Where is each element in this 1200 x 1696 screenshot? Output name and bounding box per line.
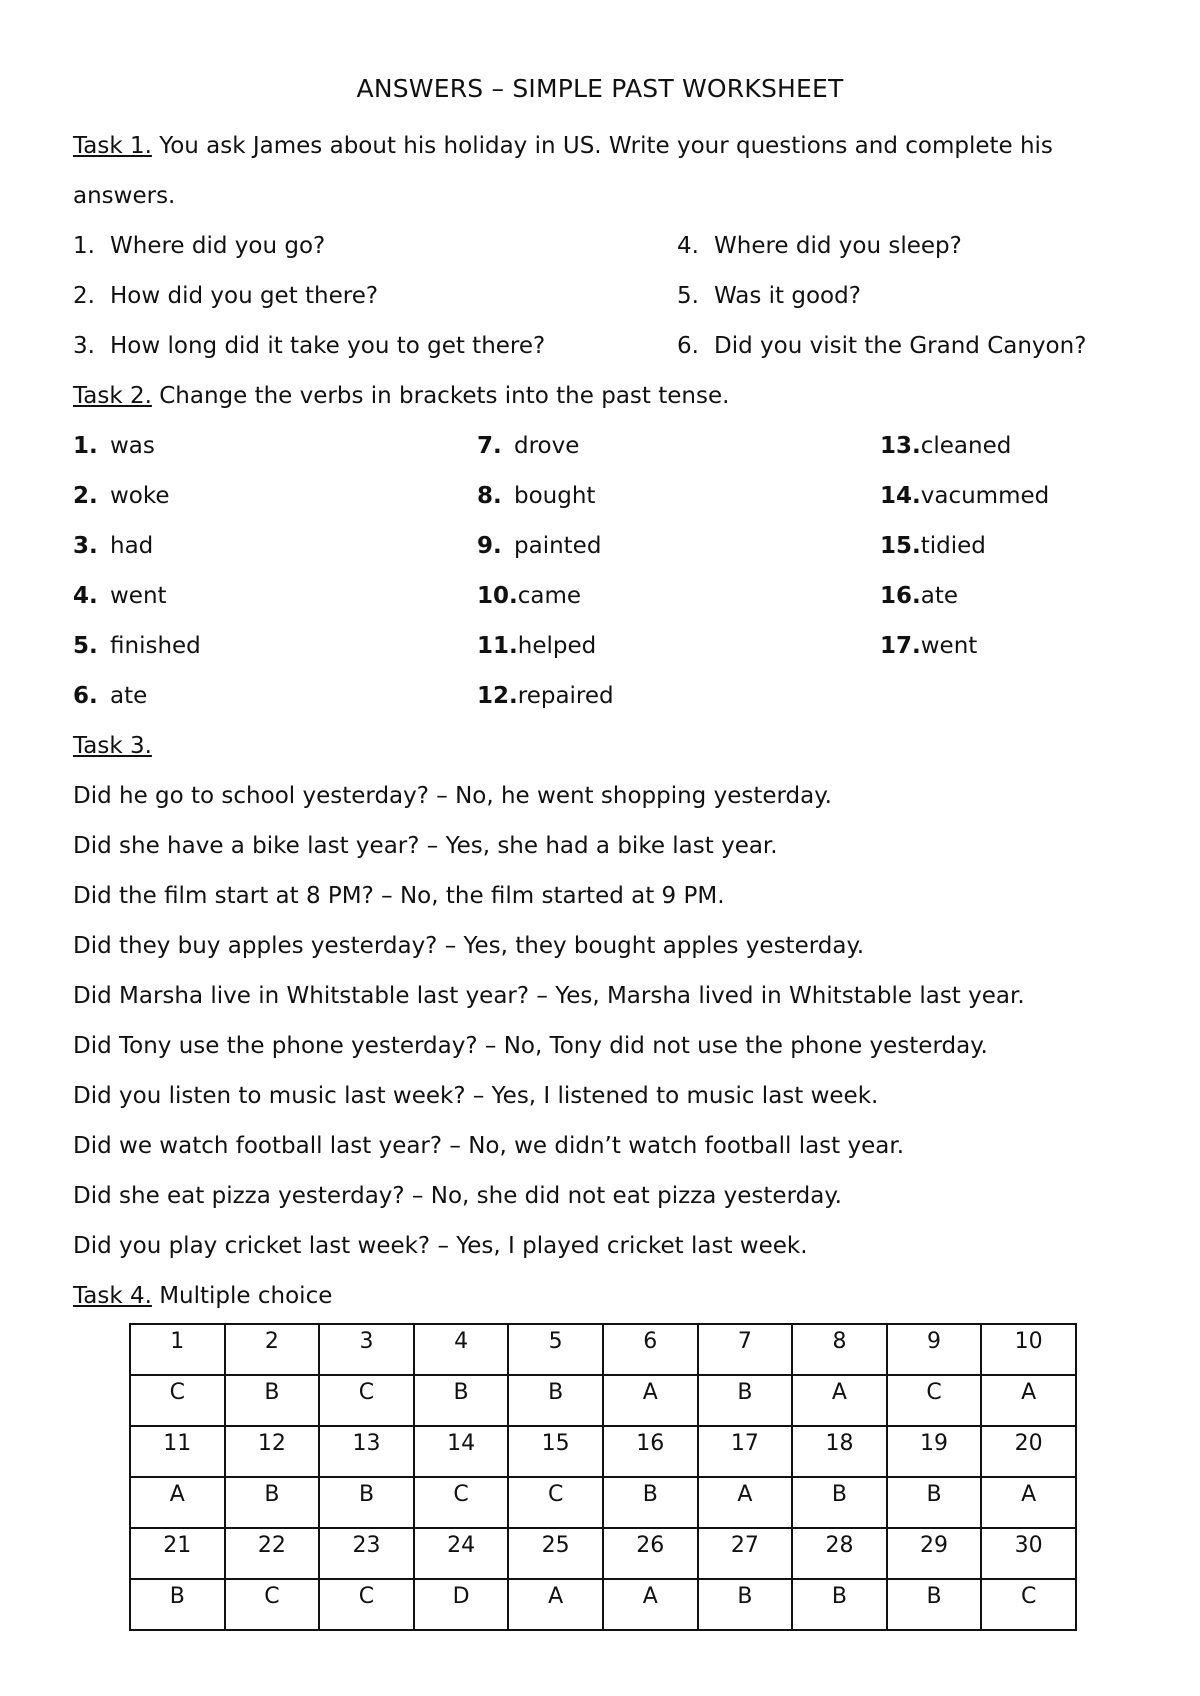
task3-line: Did you play cricket last week? – Yes, I played cricket last week. bbox=[73, 1233, 808, 1259]
answer-cell: A bbox=[981, 1477, 1076, 1528]
task2-answer: 7. drove bbox=[477, 433, 580, 459]
task2-answer: 13.cleaned bbox=[880, 433, 1012, 459]
task3-line: Did they buy apples yesterday? – Yes, they bought apples yesterday. bbox=[73, 933, 865, 959]
task2-answer: 6. ate bbox=[73, 683, 148, 709]
task3-line: Did Marsha live in Whitstable last year? – Yes, Marsha lived in Whitstable last year. bbox=[73, 983, 1025, 1009]
question-number-cell: 18 bbox=[792, 1426, 887, 1477]
question-number-cell: 5 bbox=[508, 1324, 603, 1375]
task3-line: Did we watch football last year? – No, we didn’t watch football last year. bbox=[73, 1133, 905, 1159]
task2-answer: 8. bought bbox=[477, 483, 596, 509]
answer-cell: B bbox=[225, 1477, 320, 1528]
task2-answer: 11.helped bbox=[477, 633, 597, 659]
answer-cell: D bbox=[414, 1579, 509, 1630]
task1-instruction-line1: You ask James about his holiday in US. Write your questions and complete his bbox=[151, 133, 1053, 159]
table-row bbox=[130, 1528, 1076, 1579]
answer-cell: B bbox=[792, 1579, 887, 1630]
answer-cell: C bbox=[414, 1477, 509, 1528]
answer-cell: B bbox=[887, 1579, 982, 1630]
question-number-cell: 3 bbox=[319, 1324, 414, 1375]
task1-question: 3. How long did it take you to get there? bbox=[73, 333, 546, 359]
task3-label: Task 3. bbox=[73, 733, 152, 759]
table-row bbox=[130, 1477, 1076, 1528]
task4-instruction: Task 4. Multiple choice bbox=[73, 1283, 333, 1309]
answer-cell: A bbox=[130, 1477, 225, 1528]
answer-cell: B bbox=[414, 1375, 509, 1426]
task2-answer: 5. finished bbox=[73, 633, 201, 659]
task2-answer: 15.tidied bbox=[880, 533, 986, 559]
answer-cell: A bbox=[508, 1579, 603, 1630]
table-row bbox=[130, 1579, 1076, 1630]
task1-question: 1. Where did you go? bbox=[73, 233, 326, 259]
answer-table bbox=[129, 1323, 1077, 1631]
question-number-cell: 20 bbox=[981, 1426, 1076, 1477]
task1-question: 4. Where did you sleep? bbox=[677, 233, 962, 259]
task2-instruction: Task 2. Change the verbs in brackets into the past tense. bbox=[73, 383, 730, 409]
task2-answer: 17.went bbox=[880, 633, 978, 659]
question-number-cell: 8 bbox=[792, 1324, 887, 1375]
task1-label: Task 1. bbox=[73, 133, 152, 159]
table-row bbox=[130, 1324, 1076, 1375]
answer-cell: A bbox=[603, 1375, 698, 1426]
task2-label: Task 2. bbox=[73, 383, 152, 409]
question-number-cell: 14 bbox=[414, 1426, 509, 1477]
question-number-cell: 6 bbox=[603, 1324, 698, 1375]
question-number-cell: 21 bbox=[130, 1528, 225, 1579]
task2-answer: 9. painted bbox=[477, 533, 602, 559]
answer-cell: B bbox=[319, 1477, 414, 1528]
question-number-cell: 12 bbox=[225, 1426, 320, 1477]
question-number-cell: 30 bbox=[981, 1528, 1076, 1579]
question-number-cell: 7 bbox=[698, 1324, 793, 1375]
task1-question: 2. How did you get there? bbox=[73, 283, 379, 309]
task1-question: 5. Was it good? bbox=[677, 283, 861, 309]
task4-label: Task 4. bbox=[73, 1283, 152, 1309]
question-number-cell: 9 bbox=[887, 1324, 982, 1375]
answer-cell: C bbox=[319, 1375, 414, 1426]
answer-cell: A bbox=[698, 1477, 793, 1528]
question-number-cell: 29 bbox=[887, 1528, 982, 1579]
task2-answer: 3. had bbox=[73, 533, 154, 559]
answer-cell: C bbox=[130, 1375, 225, 1426]
question-number-cell: 25 bbox=[508, 1528, 603, 1579]
answer-cell: C bbox=[319, 1579, 414, 1630]
task2-answer: 4. went bbox=[73, 583, 167, 609]
table-row bbox=[130, 1426, 1076, 1477]
answer-cell: C bbox=[508, 1477, 603, 1528]
answer-cell: B bbox=[508, 1375, 603, 1426]
question-number-cell: 26 bbox=[603, 1528, 698, 1579]
task3-line: Did you listen to music last week? – Yes, I listened to music last week. bbox=[73, 1083, 879, 1109]
task3-line: Did Tony use the phone yesterday? – No, Tony did not use the phone yesterday. bbox=[73, 1033, 988, 1059]
task2-answer: 12.repaired bbox=[477, 683, 614, 709]
answer-cell: A bbox=[981, 1375, 1076, 1426]
task3-line: Did she eat pizza yesterday? – No, she did not eat pizza yesterday. bbox=[73, 1183, 842, 1209]
question-number-cell: 10 bbox=[981, 1324, 1076, 1375]
answer-cell: B bbox=[698, 1375, 793, 1426]
answer-cell: C bbox=[887, 1375, 982, 1426]
answer-cell: A bbox=[792, 1375, 887, 1426]
question-number-cell: 16 bbox=[603, 1426, 698, 1477]
question-number-cell: 2 bbox=[225, 1324, 320, 1375]
task3-line: Did she have a bike last year? – Yes, she had a bike last year. bbox=[73, 833, 778, 859]
answer-cell: B bbox=[887, 1477, 982, 1528]
question-number-cell: 11 bbox=[130, 1426, 225, 1477]
task1-instruction bbox=[73, 131, 1053, 161]
answer-cell: C bbox=[981, 1579, 1076, 1630]
question-number-cell: 22 bbox=[225, 1528, 320, 1579]
answer-cell: B bbox=[130, 1579, 225, 1630]
answer-cell: A bbox=[603, 1579, 698, 1630]
question-number-cell: 4 bbox=[414, 1324, 509, 1375]
question-number-cell: 15 bbox=[508, 1426, 603, 1477]
question-number-cell: 19 bbox=[887, 1426, 982, 1477]
question-number-cell: 1 bbox=[130, 1324, 225, 1375]
answer-cell: B bbox=[225, 1375, 320, 1426]
page-title: ANSWERS – SIMPLE PAST WORKSHEET bbox=[356, 74, 844, 103]
answer-cell: C bbox=[225, 1579, 320, 1630]
question-number-cell: 23 bbox=[319, 1528, 414, 1579]
question-number-cell: 24 bbox=[414, 1528, 509, 1579]
table-row bbox=[130, 1375, 1076, 1426]
answer-cell: B bbox=[698, 1579, 793, 1630]
question-number-cell: 17 bbox=[698, 1426, 793, 1477]
question-number-cell: 28 bbox=[792, 1528, 887, 1579]
task1-question: 6. Did you visit the Grand Canyon? bbox=[677, 333, 1087, 359]
task1-instruction-line2: answers. bbox=[73, 183, 176, 209]
question-number-cell: 27 bbox=[698, 1528, 793, 1579]
task2-answer: 2. woke bbox=[73, 483, 170, 509]
task2-answer: 10.came bbox=[477, 583, 582, 609]
question-number-cell: 13 bbox=[319, 1426, 414, 1477]
task2-answer: 1. was bbox=[73, 433, 155, 459]
task3-line: Did the film start at 8 PM? – No, the film started at 9 PM. bbox=[73, 883, 725, 909]
answer-cell: B bbox=[792, 1477, 887, 1528]
answer-cell: B bbox=[603, 1477, 698, 1528]
task2-answer: 14.vacummed bbox=[880, 483, 1050, 509]
task2-answer: 16.ate bbox=[880, 583, 959, 609]
task3-line: Did he go to school yesterday? – No, he went shopping yesterday. bbox=[73, 783, 832, 809]
